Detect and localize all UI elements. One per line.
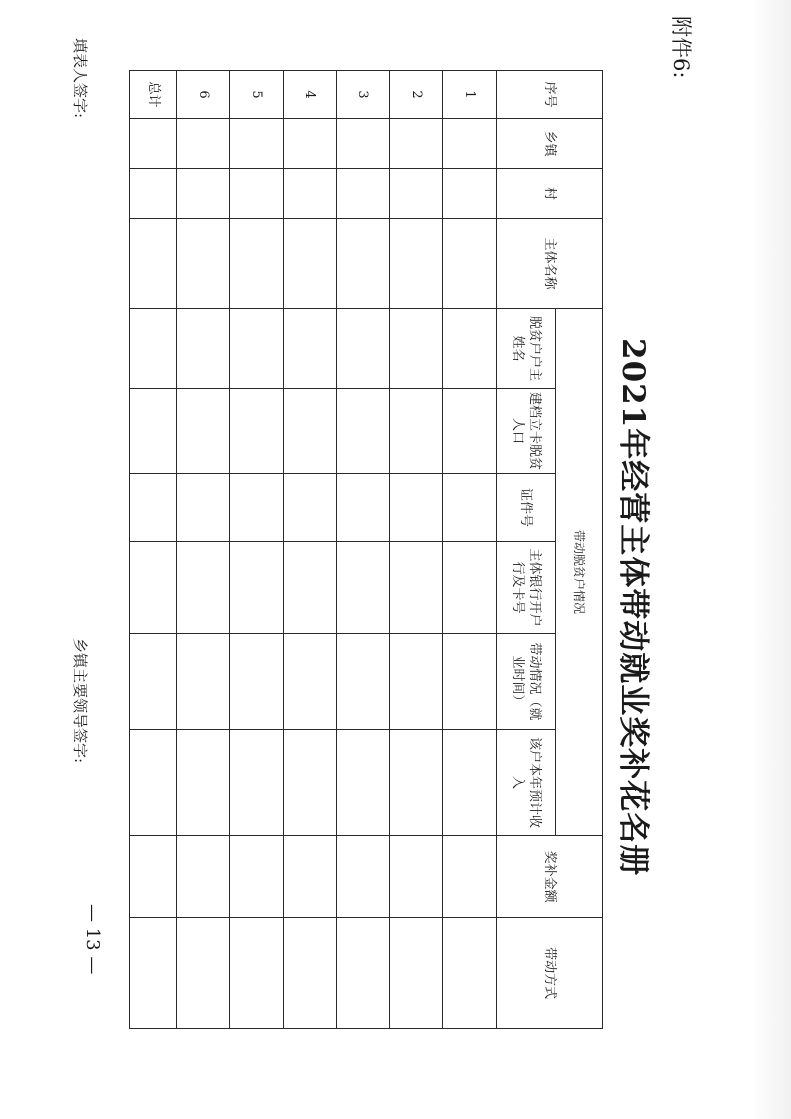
- cell-entity[interactable]: [443, 219, 496, 309]
- cell-id[interactable]: [230, 474, 283, 542]
- cell-income[interactable]: [283, 730, 336, 836]
- cell-income[interactable]: [390, 730, 443, 836]
- cell-amount[interactable]: [336, 836, 389, 918]
- cell-population[interactable]: [283, 389, 336, 474]
- cell-village[interactable]: [336, 169, 389, 219]
- cell-town[interactable]: [283, 119, 336, 169]
- cell-total[interactable]: [130, 389, 177, 474]
- total-row: [130, 71, 177, 1029]
- row-seq: 1: [443, 71, 496, 119]
- header-employment-situation: 带动情况（就业时间）: [496, 634, 555, 730]
- cell-bank[interactable]: [283, 542, 336, 634]
- cell-id[interactable]: [283, 474, 336, 542]
- cell-householder[interactable]: [390, 309, 443, 389]
- cell-total[interactable]: [130, 169, 177, 219]
- cell-amount[interactable]: [390, 836, 443, 918]
- cell-mode[interactable]: [230, 918, 283, 1029]
- cell-total[interactable]: [130, 119, 177, 169]
- cell-householder[interactable]: [443, 309, 496, 389]
- cell-population[interactable]: [443, 389, 496, 474]
- cell-id[interactable]: [390, 474, 443, 542]
- cell-entity[interactable]: [283, 219, 336, 309]
- cell-total[interactable]: [130, 634, 177, 730]
- header-expected-income: 该户本年预计收入: [496, 730, 555, 836]
- header-id-number: 证件号: [496, 474, 555, 542]
- table-row: [336, 71, 389, 1029]
- row-seq: 2: [390, 71, 443, 119]
- total-label: 总计: [130, 71, 177, 119]
- cell-amount[interactable]: [443, 836, 496, 918]
- cell-id[interactable]: [177, 474, 230, 542]
- cell-income[interactable]: [177, 730, 230, 836]
- cell-total[interactable]: [130, 542, 177, 634]
- header-seq: 序号: [496, 71, 602, 119]
- header-registered-population: 建档立卡脱贫人口: [496, 389, 555, 474]
- cell-entity[interactable]: [177, 219, 230, 309]
- cell-population[interactable]: [230, 389, 283, 474]
- cell-town[interactable]: [177, 119, 230, 169]
- cell-total[interactable]: [130, 836, 177, 918]
- table-row: [443, 71, 496, 1029]
- cell-bank[interactable]: [443, 542, 496, 634]
- cell-situation[interactable]: [336, 634, 389, 730]
- cell-householder[interactable]: [336, 309, 389, 389]
- row-seq: 3: [336, 71, 389, 119]
- cell-population[interactable]: [177, 389, 230, 474]
- cell-amount[interactable]: [230, 836, 283, 918]
- cell-population[interactable]: [336, 389, 389, 474]
- subsidy-roster-table: [129, 70, 603, 1028]
- cell-situation[interactable]: [230, 634, 283, 730]
- cell-total[interactable]: [130, 309, 177, 389]
- header-householder-name: 脱贫户户主姓名: [496, 309, 555, 389]
- cell-id[interactable]: [443, 474, 496, 542]
- table-row: [390, 71, 443, 1029]
- cell-mode[interactable]: [336, 918, 389, 1029]
- cell-mode[interactable]: [390, 918, 443, 1029]
- header-subsidy-amount: 奖补金额: [496, 836, 602, 918]
- cell-population[interactable]: [390, 389, 443, 474]
- header-village: 村: [496, 169, 602, 219]
- cell-entity[interactable]: [336, 219, 389, 309]
- cell-id[interactable]: [336, 474, 389, 542]
- header-entity-name: 主体名称: [496, 219, 602, 309]
- cell-bank[interactable]: [390, 542, 443, 634]
- cell-total[interactable]: [130, 219, 177, 309]
- cell-village[interactable]: [177, 169, 230, 219]
- header-town: 乡镇: [496, 119, 602, 169]
- cell-bank[interactable]: [336, 542, 389, 634]
- document-title: 2021年经营主体带动就业奖补花名册: [615, 338, 651, 877]
- cell-town[interactable]: [336, 119, 389, 169]
- cell-householder[interactable]: [230, 309, 283, 389]
- table-row: [283, 71, 336, 1029]
- cell-amount[interactable]: [283, 836, 336, 918]
- cell-situation[interactable]: [177, 634, 230, 730]
- row-seq: 4: [283, 71, 336, 119]
- table-row: [177, 71, 230, 1029]
- page-number: — 13 —: [82, 904, 103, 975]
- cell-situation[interactable]: [443, 634, 496, 730]
- cell-income[interactable]: [336, 730, 389, 836]
- cell-income[interactable]: [230, 730, 283, 836]
- cell-total[interactable]: [130, 918, 177, 1029]
- cell-amount[interactable]: [177, 836, 230, 918]
- cell-total[interactable]: [130, 730, 177, 836]
- cell-village[interactable]: [390, 169, 443, 219]
- cell-income[interactable]: [443, 730, 496, 836]
- cell-entity[interactable]: [230, 219, 283, 309]
- cell-entity[interactable]: [390, 219, 443, 309]
- cell-bank[interactable]: [230, 542, 283, 634]
- cell-town[interactable]: [230, 119, 283, 169]
- cell-village[interactable]: [283, 169, 336, 219]
- cell-total[interactable]: [130, 474, 177, 542]
- cell-mode[interactable]: [283, 918, 336, 1029]
- cell-bank[interactable]: [177, 542, 230, 634]
- filler-signature-label: 填表人签字:: [71, 38, 89, 119]
- cell-situation[interactable]: [390, 634, 443, 730]
- cell-situation[interactable]: [283, 634, 336, 730]
- leader-signature-label: 乡镇主要领导签字:: [71, 638, 89, 764]
- annex-label: 附件6:: [669, 16, 693, 79]
- cell-householder[interactable]: [283, 309, 336, 389]
- cell-mode[interactable]: [443, 918, 496, 1029]
- cell-town[interactable]: [443, 119, 496, 169]
- cell-householder[interactable]: [177, 309, 230, 389]
- header-bank-account: 主体银行开户行及卡号: [496, 542, 555, 634]
- cell-village[interactable]: [230, 169, 283, 219]
- cell-town[interactable]: [390, 119, 443, 169]
- cell-village[interactable]: [443, 169, 496, 219]
- header-group-households: 带动脱贫户情况: [555, 309, 602, 836]
- row-seq: 6: [177, 71, 230, 119]
- table-row: [230, 71, 283, 1029]
- row-seq: 5: [230, 71, 283, 119]
- cell-mode[interactable]: [177, 918, 230, 1029]
- header-drive-mode: 带动方式: [496, 918, 602, 1029]
